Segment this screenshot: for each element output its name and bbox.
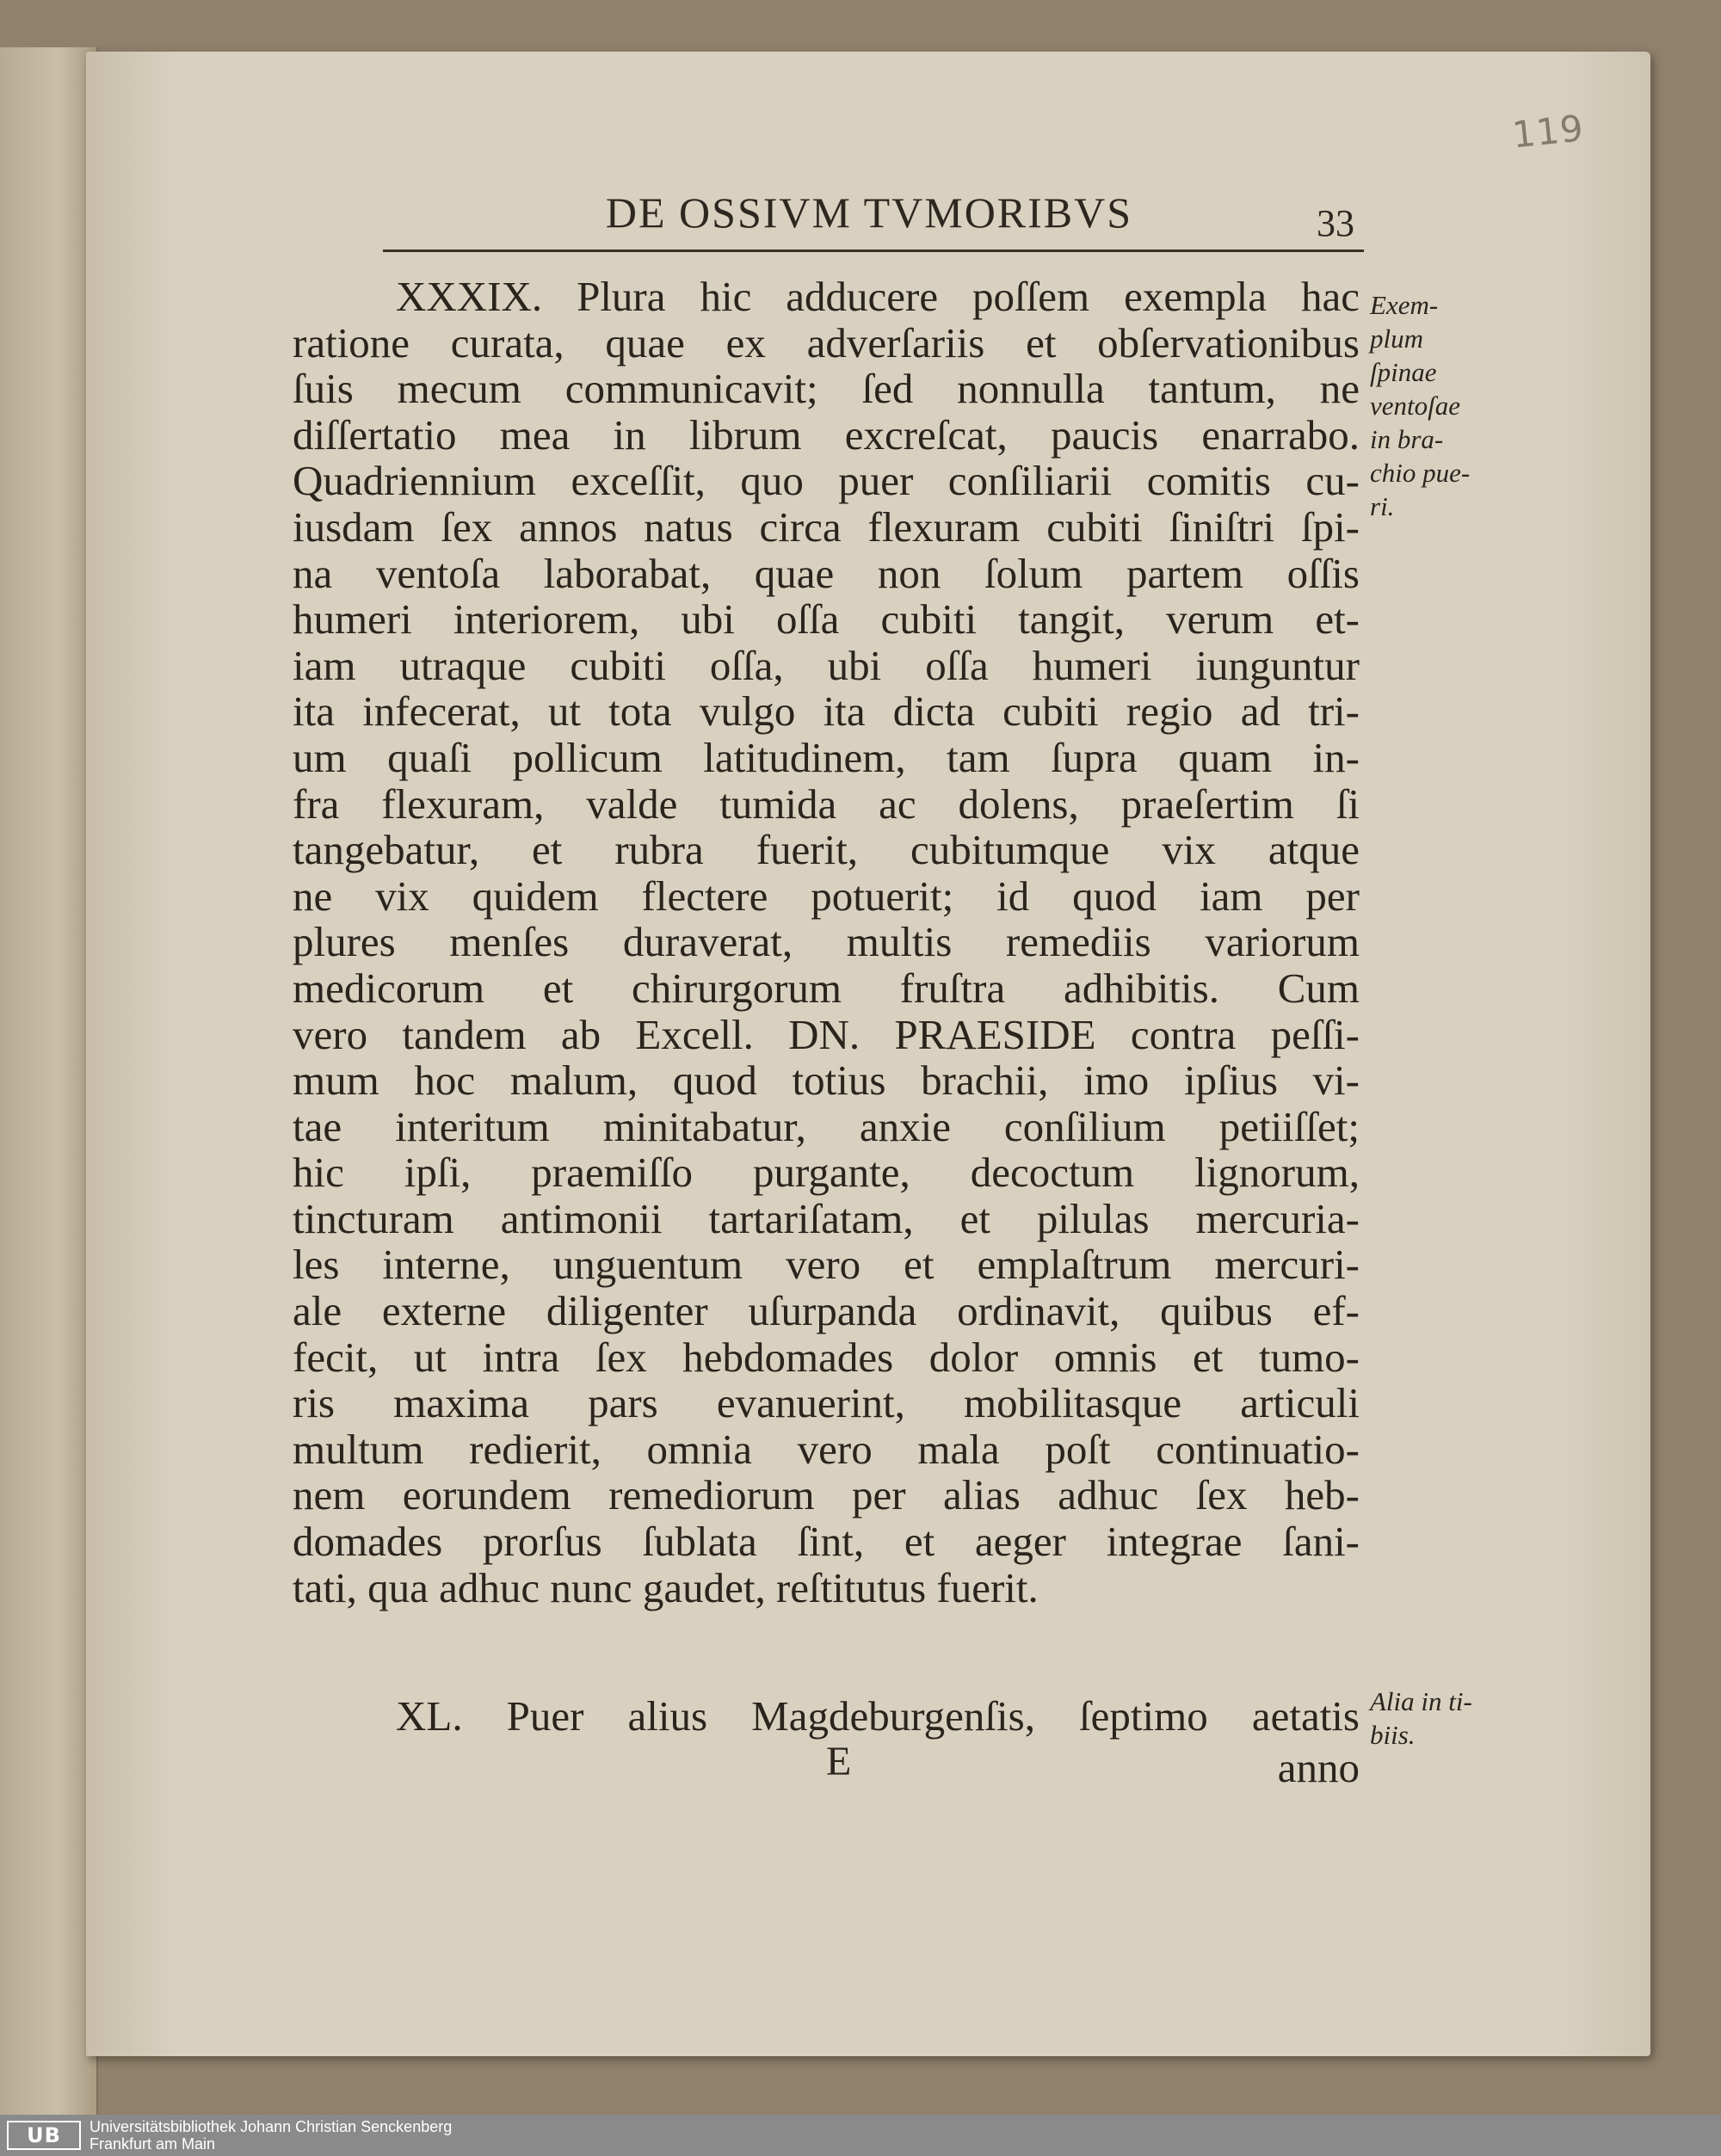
marginal-line: ſpinae <box>1370 357 1437 387</box>
text-line: tincturam antimonii tartariſatam, et pilulas mercuria- <box>293 1194 1360 1242</box>
paragraph-xxxix <box>293 274 1360 1659</box>
text-line: tati, qua adhuc nunc gaudet, reſtitutus fuerit. <box>293 1563 1039 1611</box>
text-line: tae interitum minitabatur, anxie conſilium petiiſſet; <box>293 1102 1360 1150</box>
text-line: mum hoc malum, quod totius brachii, imo ipſius vi- <box>293 1056 1360 1105</box>
library-footer <box>0 2115 1721 2156</box>
text-line: iusdam ſex annos natus circa flexuram cubiti ſiniſtri ſpi- <box>293 502 1360 551</box>
handwritten-folio-number: 119 <box>1510 107 1586 157</box>
ub-logo: UB <box>7 2121 81 2150</box>
text-line: les interne, unguentum vero et emplaſtrum mercuri- <box>293 1241 1360 1289</box>
text-line: ſuis mecum communicavit; ſed nonnulla tantum, ne <box>293 365 1360 413</box>
marginal-note-spina-ventosa <box>1370 288 1499 523</box>
text-line: ita infecerat, ut tota vulgo ita dicta cubiti regio ad tri- <box>293 687 1360 736</box>
text-line: humeri interiorem, ubi oſſa cubiti tangit, verum et- <box>293 595 1360 644</box>
marginal-line: chio pue- <box>1370 458 1471 488</box>
previous-page-edge <box>0 47 98 2115</box>
page-number: 33 <box>1317 202 1354 244</box>
catchword: anno <box>1277 1744 1360 1791</box>
text-line: XL. Puer alius Magdeburgenſis, ſeptimo aetatis <box>396 1692 1360 1740</box>
marginal-line: ri. <box>1370 491 1395 521</box>
text-line: hic ipſi, praemiſſo purgante, decoctum lignorum, <box>293 1149 1360 1197</box>
text-line: iam utraque cubiti oſſa, ubi oſſa humeri iunguntur <box>293 641 1360 689</box>
text-line: ale externe diligenter uſurpanda ordinavit, quibus ef- <box>293 1287 1360 1335</box>
text-line: ratione curata, quae ex adverſariis et obſervationibus <box>293 318 1360 367</box>
marginal-line: Exem- <box>1370 290 1439 320</box>
text-line: plures menſes duraverat, multis remediis variorum <box>293 918 1360 966</box>
marginal-line: Alia in ti- <box>1370 1686 1472 1716</box>
text-line: ne vix quidem flectere potuerit; id quod iam per <box>293 872 1360 920</box>
library-city: Frankfurt am Main <box>89 2135 216 2153</box>
text-line: Quadriennium exceſſit, quo puer conſiliarii comitis cu- <box>293 457 1360 505</box>
text-line: XXXIX. Plura hic adducere poſſem exempla hac <box>396 273 1360 320</box>
library-name: Universitätsbibliothek Johann Christian Senckenberg <box>89 2118 453 2135</box>
marginal-line: in bra- <box>1370 424 1444 454</box>
text-line: na ventoſa laborabat, quae non ſolum partem oſſis <box>293 549 1360 597</box>
text-line: medicorum et chirurgorum fruſtra adhibitis. Cum <box>293 964 1360 1012</box>
text-line: vero tandem ab Excell. DN. PRAESIDE contra peſſi- <box>293 1010 1360 1058</box>
text-line: domades prorſus ſublata ſint, et aeger integrae ſani- <box>293 1518 1360 1566</box>
text-line: diſſertatio mea in librum excreſcat, paucis enarrabo. <box>293 410 1360 459</box>
marginal-line: biis. <box>1370 1720 1416 1750</box>
text-line: fecit, ut intra ſex hebdomades dolor omnis et tumo- <box>293 1333 1360 1381</box>
running-title: DE OSSIVM TVMORIBVS <box>605 188 1133 237</box>
text-line: tangebatur, et rubra fuerit, cubitumque vix atque <box>293 826 1360 874</box>
signature-mark: E <box>826 1739 852 1784</box>
header-rule <box>383 249 1364 252</box>
marginal-note-tibiis <box>1370 1685 1499 1752</box>
marginal-line: plum <box>1370 323 1423 354</box>
text-line: nem eorundem remediorum per alias adhuc ſex heb- <box>293 1471 1360 1519</box>
marginal-line: ventoſae <box>1370 391 1461 421</box>
text-line: fra flexuram, valde tumida ac dolens, praeſertim ſi <box>293 779 1360 828</box>
text-line: um quaſi pollicum latitudinem, tam ſupra quam in- <box>293 733 1360 781</box>
text-line: ris maxima pars evanuerint, mobilitasque articuli <box>293 1379 1360 1427</box>
text-line: multum redierit, omnia vero mala poſt continuatio- <box>293 1425 1360 1473</box>
